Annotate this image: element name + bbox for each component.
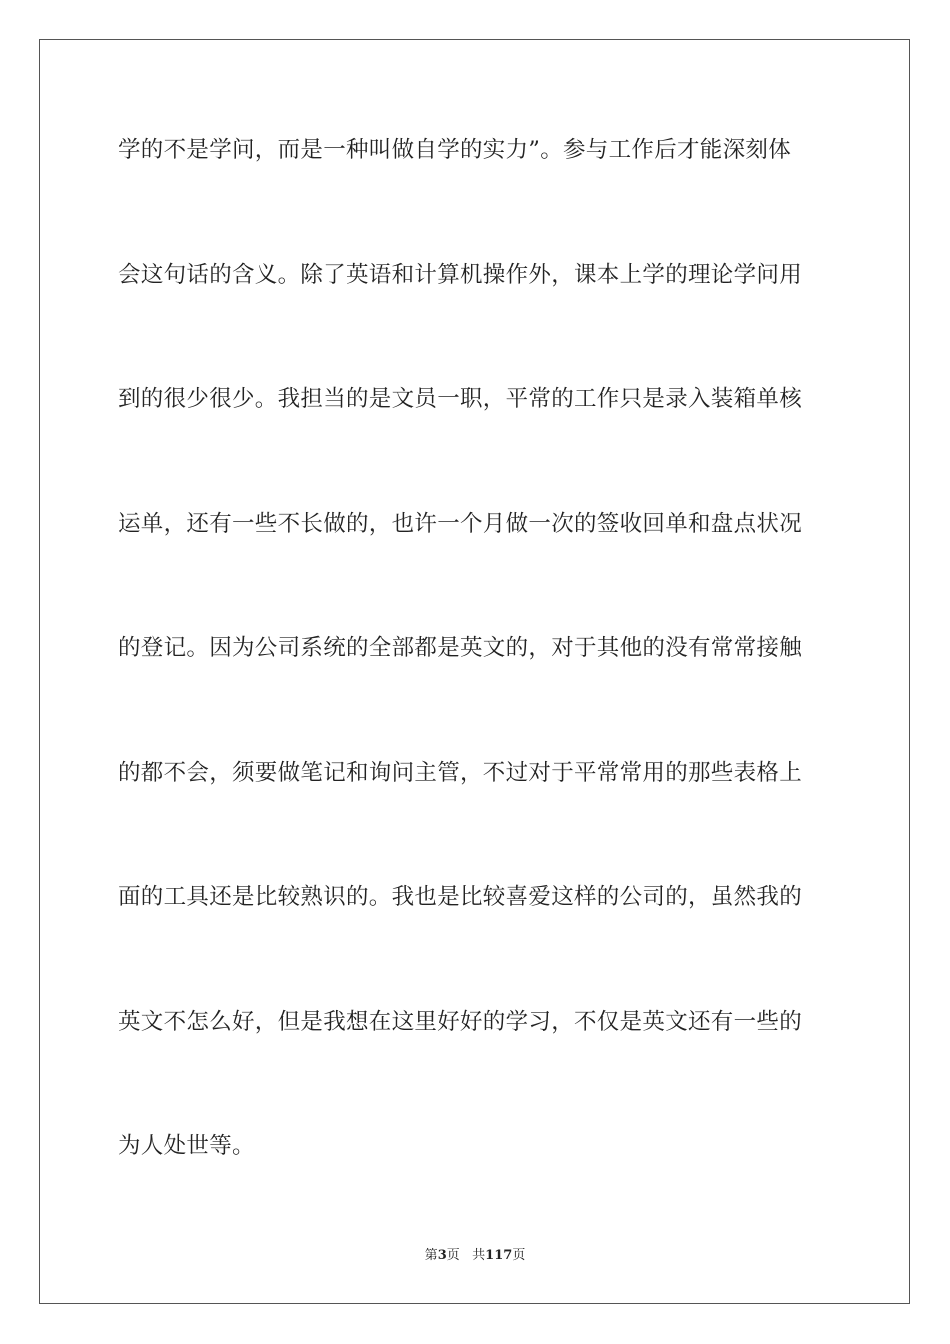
text-line-8: 英文不怎么好，但是我想在这里好好的学习，不仅是英文还有一些的 [118,1008,803,1035]
text-line-7: 面的工具还是比较熟识的。我也是比较喜爱这样的公司的，虽然我的 [118,884,803,910]
page-suffix: 页 [446,1248,460,1263]
text-line-5: 的登记。因为公司系统的全部都是英文的，对于其他的没有常常接触 [118,635,803,661]
total-prefix: 共 [472,1248,486,1263]
total-suffix: 页 [512,1248,526,1263]
text-line-1: 学的不是学问，而是一种叫做自学的实力”。参与工作后才能深刻体 [118,137,792,163]
text-line-3: 到的很少很少。我担当的是文员一职，平常的工作只是录入装箱单核 [118,386,803,412]
page-footer [0,1247,950,1265]
document-body [118,128,838,1249]
total-pages: 117 [485,1248,513,1263]
text-line-6: 的都不会，须要做笔记和询问主管，不过对于平常常用的那些表格上 [118,759,803,786]
text-line-4: 运单，还有一些不长做的，也许一个月做一次的签收回单和盘点状况 [118,510,803,537]
text-line-2: 会这句话的含义。除了英语和计算机操作外，课本上学的理论学问用 [118,261,803,288]
page-prefix: 第 [424,1248,438,1263]
text-line-9: 为人处世等。 [118,1133,255,1159]
page-number: 3 [437,1248,447,1263]
